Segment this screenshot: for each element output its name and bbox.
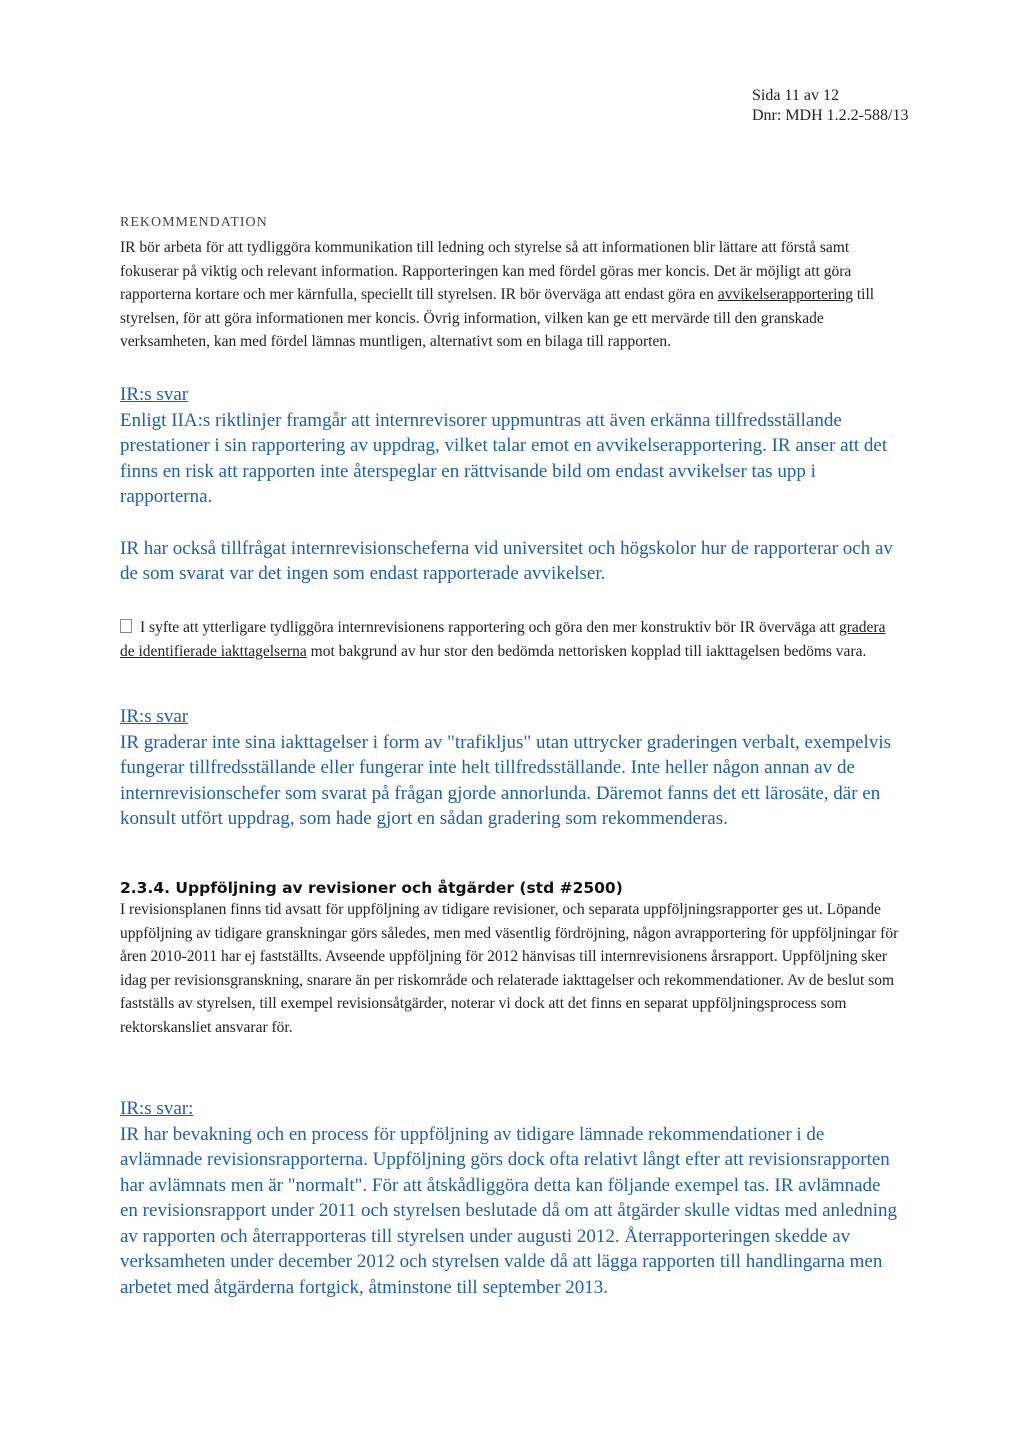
answer-1 (120, 382, 900, 587)
section-2-3-4 (120, 878, 900, 1040)
checkbox-icon (120, 619, 132, 633)
answer-3 (120, 1096, 900, 1300)
answer-1-paragraph-2: IR har också tillfrågat internrevisionscheferna vid universitet och högskolor hur de rapporterar och av de som svarat var det ingen som endast rapporterade avvikelser. (120, 537, 893, 584)
answer-2 (120, 704, 900, 832)
answer-2-paragraph: IR graderar inte sina iakttagelser i form av "trafikljus" utan uttrycker graderingen verbalt, exempelvis fungerar tillfredsställande eller fungerar inte helt tillfredsställande. Inte heller någon annan av de internrevisionschefer som svarat på frågan gjorde annorlunda. Däremot fanns det ett lärosäte, där en konsult utfört uppdrag, som hade gjort en sådan gradering som rekommenderas. (120, 731, 892, 829)
document-number: Dnr: MDH 1.2.2-588/13 (752, 107, 909, 124)
rec1-text-b: till styrelsen, för att göra informationen mer koncis. Övrig information, vilken kan ge ett mervärde till den granskade verksamheten, kan med fördel lämnas muntligen, alternativt som en bilaga till rapporten. (120, 286, 875, 351)
rec2-underlined-term: gradera de identifierade iakttagelserna (120, 619, 886, 660)
page-number: Sida 11 av 12 (752, 87, 839, 104)
rec1-underlined-term: avvikelserapportering (717, 286, 853, 304)
answer-2-label: IR:s svar (120, 706, 189, 727)
answer-3-label: IR:s svar: (120, 1098, 194, 1119)
answer-1-paragraph-1: Enligt IIA:s riktlinjer framgår att internrevisorer uppmuntras att även erkänna tillfredsställande prestationer i sin rapportering av uppdrag, vilket talar emot en avvikelserapportering. IR anser att det finns en risk att rapporten inte återspeglar en rättvisande bild om endast avvikelser tas upp i rapporterna. (120, 409, 888, 507)
recommendation-heading: REKOMMENDATION (120, 215, 268, 230)
rec2-text-a: I syfte att ytterligare tydliggöra internrevisionens rapportering och göra den mer konstruktiv bör IR överväga att (140, 619, 840, 636)
section-title: 2.3.4. Uppföljning av revisioner och åtgärder (std #2500) (120, 879, 623, 897)
section-text: I revisionsplanen finns tid avsatt för uppföljning av tidigare revisioner, och separata uppföljningsrapporter ges ut. Löpande uppföljning av tidigare granskningar görs således, men med väsentlig fördröjning, någon avrapportering för uppföljningar för åren 2010-2011 har ej fastställts. Avseende uppföljning för 2012 hänvisas till internrevisionens årsrapport. Uppföljning sker idag per revisionsgranskning, snarare än per riskområde och relaterade iakttagelser och rekommendationer. Av de beslut som fastställs av styrelsen, till exempel revisionsåtgärder, noterar vi dock att det finns en separat uppföljningsprocess som rektorskansliet ansvarar för. (120, 901, 899, 1036)
answer-1-label: IR:s svar (120, 384, 189, 405)
recommendation-1 (120, 236, 900, 354)
recommendation-2 (120, 616, 900, 663)
page-header (752, 86, 908, 126)
answer-3-paragraph: IR har bevakning och en process för uppföljning av tidigare lämnade rekommendationer i de avlämnade revisionsrapporterna. Uppföljning görs dock ofta relativt långt efter att revisionsrapporten har avlämnats men är "normalt". För att åtskådliggöra detta kan följande exempel tas. IR avlämnade en revisionsrapport under 2011 och styrelsen beslutade då om att åtgärder skulle vidtas med anledning av rapporten och återrapporteras till styrelsen under augusti 2012. Återrapporteringen skedde av verksamheten under december 2012 och styrelsen valde då att lägga rapporten till handlingarna men arbetet med åtgärderna fortgick, åtminstone till september 2013. (120, 1123, 898, 1298)
rec2-text-b: mot bakgrund av hur stor den bedömda nettorisken kopplad till iakttagelsen bedöms vara. (306, 642, 867, 660)
rec1-text-a: IR bör arbeta för att tydliggöra kommunikation till ledning och styrelse så att informationen blir lättare att förstå samt fokuserar på viktig och relevant information. Rapporteringen kan med fördel göras mer koncis. Det är möjligt att göra rapporterna kortare och mer kärnfulla, speciellt till styrelsen. IR bör överväga att endast göra en (120, 239, 852, 304)
